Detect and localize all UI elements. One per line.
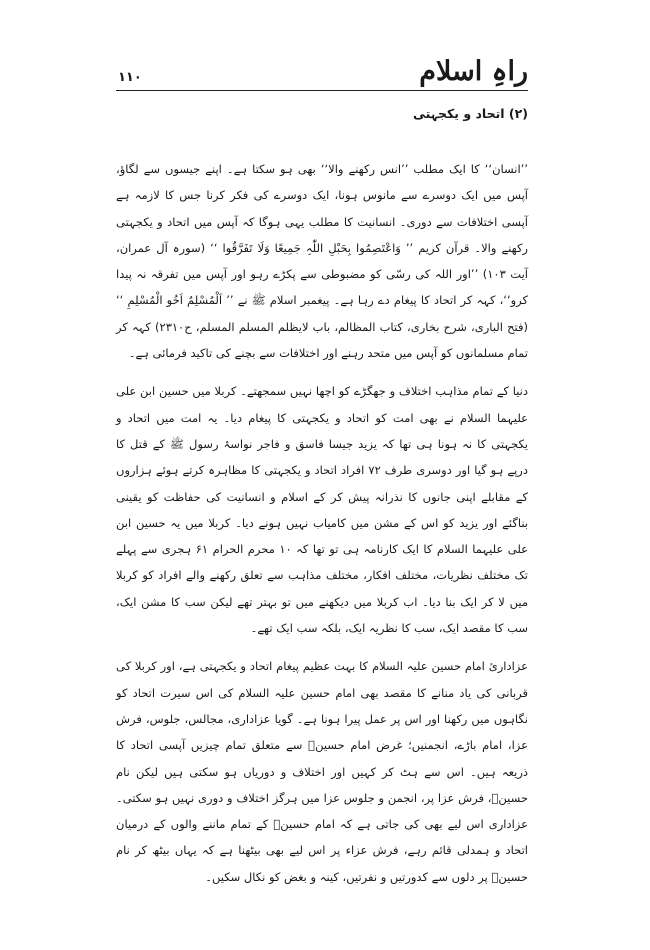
paragraph-unity-meaning: ’’انسان‘‘ کا ایک مطلب ’’انس رکھنے والا‘‘ بھی ہو سکتا ہے۔ اپنے جیسوں سے لگاؤ، آپس میں ایک دوسرے سے مانوس ہونا، ایک دوسرے کی فکر کرنا جس کا لازمہ ہے آپسی اختلافات سے دوری۔ انسانیت کا مطلب یہی ہوگا کہ آپس میں اتحاد و یکجہتی رکھنے والا۔ قرآن کریم ’’ وَاعْتَصِمُوا بِحَبْلِ اللّٰہِ جَمِیعًا وَلَا تَفَرَّقُوا ‘‘ (سورہ آل عمران، آیت ۱۰۳) ’’اور اللہ کی رسّی کو مضبوطی سے پکڑے رہو اور آپس میں تفرقہ نہ پیدا کرو‘‘، کہہ کر اتحاد کا پیغام دے رہا ہے۔ پیغمبر اسلام ﷺ نے ’’ اَلْمُسْلِمُ اَخُو الْمُسْلِمِ ‘‘ (فتح الباری، شرح بخاری، کتاب المظالم، باب لایظلم المسلم المسلم، ح۲۳۱۰) کہہ کر تمام مسلمانوں کو آپس میں متحد رہنے اور اختلافات سے بچنے کی تاکید فرمائی ہے۔ [116,162,528,361]
paragraph-azadari-unity: عزاداریٔ امام حسین علیہ السلام کا بہت عظیم پیغام اتحاد و یکجہتی ہے، اور کربلا کی قربانی کی یاد منانے کا مقصد بھی امام حسین علیہ السلام کی اس سیرت اتحاد کو نگاہوں میں رکھنا اور اس پر عمل پیرا ہونا ہے۔ گویا عزاداری، مجالس، جلوس، فرش عزا، امام باڑے، انجمنیں؛ غرض امام حسینؑ سے متعلق تمام چیزیں آپسی اتحاد کا ذریعہ ہیں۔ اس سے ہٹ کر کہیں اور اختلاف و دوریاں ہو سکتی ہیں لیکن نام حسینؑ، فرش عزا پر، انجمن و جلوس عزا میں ہرگز اختلاف و دوری نہیں ہو سکتی۔ عزاداری اس لیے بھی کی جاتی ہے کہ امام حسینؑ کے تمام ماننے والوں کے درمیان اتحاد و ہمدلی قائم رہے، فرش عزاء پر اس لیے بھی بیٹھنا ہے کہ یہاں بیٹھ کر نام حسینؑ پر دلوں سے کدورتیں و نفرتیں، کینہ و بغض کو نکال سکیں۔ [116,659,528,884]
book-title: راہِ اسلام [419,56,528,87]
page-body [116,102,528,902]
page-header [118,56,528,106]
paragraph-karbala-message: دنیا کے تمام مذاہب اختلاف و جھگڑے کو اچھا نہیں سمجھتے۔ کربلا میں حسین ابن علی علیہما السلام نے بھی امت کو اتحاد و یکجہتی کا پیغام دیا۔ یہ امت میں اتحاد و یکجہتی کا نہ ہونا ہی تھا کہ یزید جیسا فاسق و فاجر نواسۂ رسول ﷺ کے قتل کا درپے ہو گیا اور دوسری طرف ۷۲ افراد اتحاد و یکجہتی کا مظاہرہ کرتے ہوئے ہزاروں کے مقابلے اپنی جانوں کا نذرانہ پیش کر کے اسلام و انسانیت کی حفاظت کو یقینی بناگئے اور یزید کو اس کے مشن میں کامیاب نہیں ہونے دیا۔ کربلا میں یہ حسین ابن علی علیہما السلام کا ایک کارنامہ ہی تو تھا کہ ۱۰ محرم الحرام ۶۱ ہجری سے پہلے تک مختلف نظریات، مختلف افکار، مختلف مذاہب سے تعلق رکھنے والے افراد کو کربلا میں لا کر ایک بنا دیا۔ اب کربلا میں دیکھنے میں تو بہتر تھے لیکن سب کا مشن ایک، سب کا مقصد ایک، سب کا نظریہ ایک، بلکہ سب ایک تھے۔ [116,384,528,636]
section-heading: (۲) اتحاد و یکجہتی [412,106,528,121]
page-number: ۱۱۰ [118,70,142,85]
header-rule [116,90,528,91]
